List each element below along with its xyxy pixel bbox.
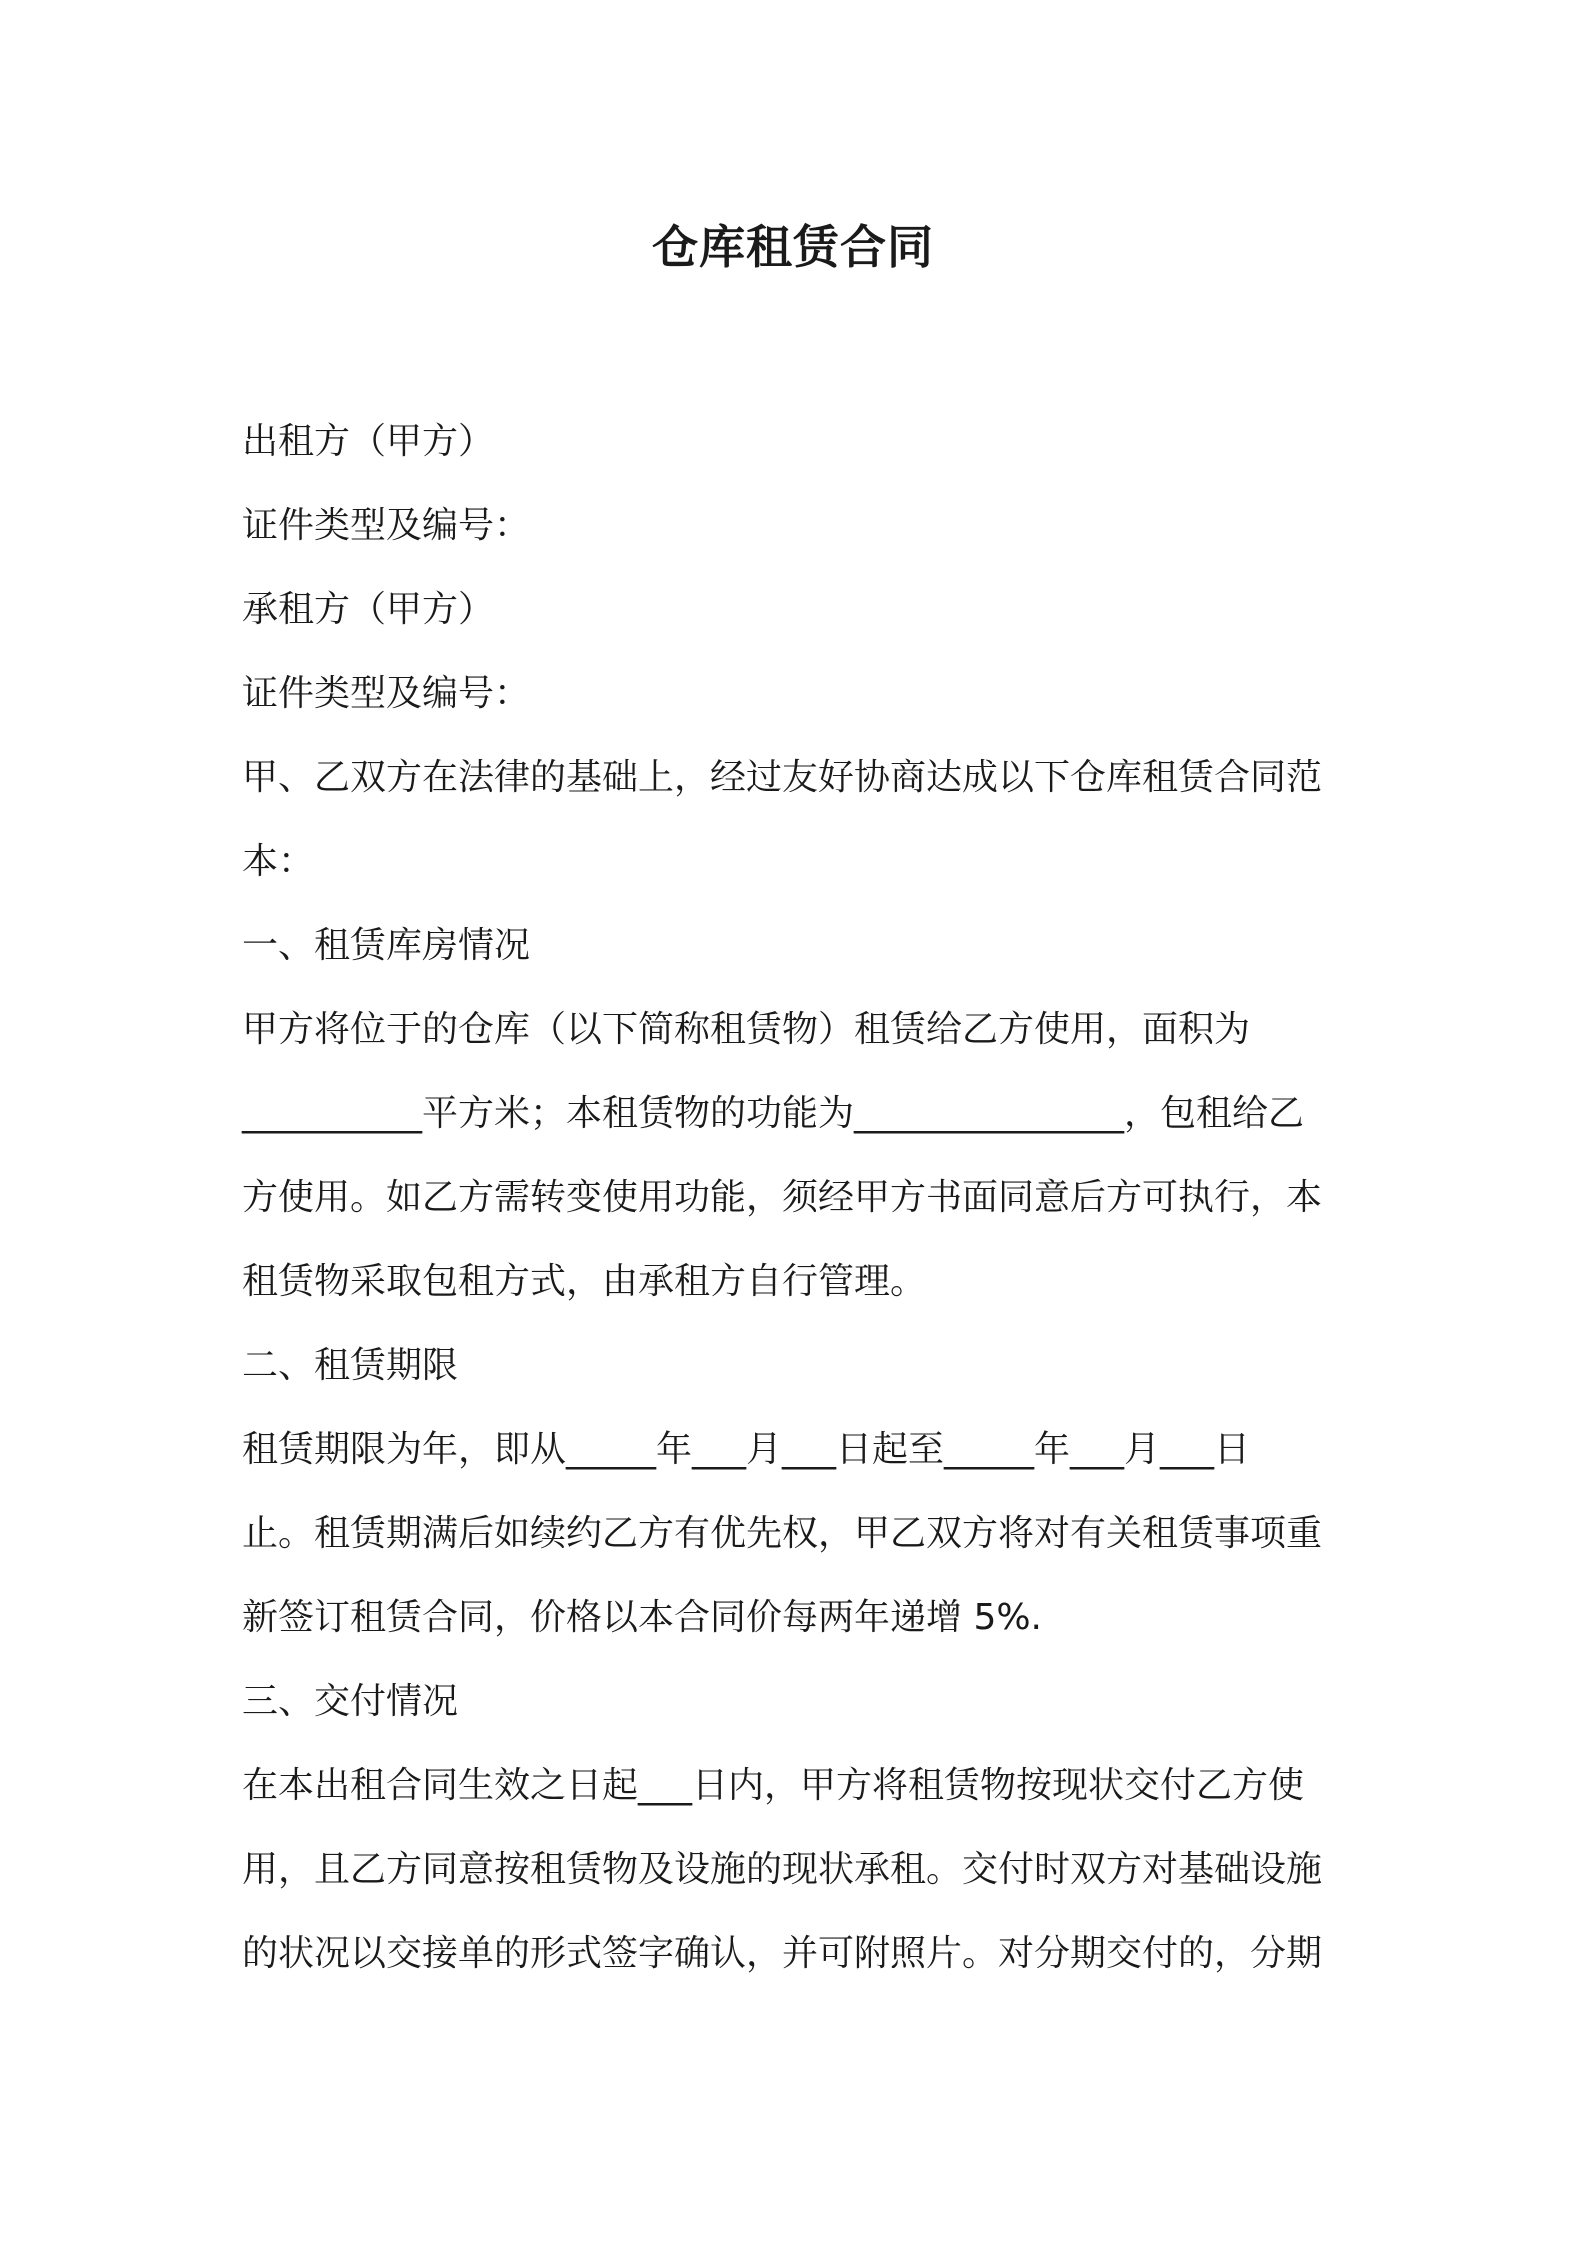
section-3-line: 的状况以交接单的形式签字确认，并可附照片。对分期交付的，分期 [242, 1933, 1323, 1974]
section-1-line: __________平方米；本租赁物的功能为_______________，包租给乙 [242, 1093, 1305, 1134]
section-heading-3: 三、交付情况 [242, 1681, 459, 1722]
party-b-id-label: 证件类型及编号： [242, 673, 531, 714]
section-heading-2: 二、租赁期限 [242, 1345, 459, 1386]
party-b-label: 承租方（甲方） [242, 589, 495, 630]
section-3-line: 在本出租合同生效之日起___日内，甲方将租赁物按现状交付乙方使 [242, 1765, 1305, 1806]
preamble-line: 甲、乙双方在法律的基础上，经过友好协商达成以下仓库租赁合同范 [242, 757, 1323, 798]
party-a-label: 出租方（甲方） [242, 421, 495, 462]
preamble-line: 本： [242, 841, 315, 882]
section-1-line: 租赁物采取包租方式，由承租方自行管理。 [242, 1261, 927, 1302]
section-1-line: 方使用。如乙方需转变使用功能，须经甲方书面同意后方可执行，本 [242, 1177, 1323, 1218]
section-heading-1: 一、租赁库房情况 [242, 925, 531, 966]
section-3-line: 用，且乙方同意按租赁物及设施的现状承租。交付时双方对基础设施 [242, 1849, 1323, 1890]
section-2-line: 租赁期限为年，即从_____年___月___日起至_____年___月___日 [242, 1429, 1251, 1470]
party-a-id-label: 证件类型及编号： [242, 505, 531, 546]
section-1-line: 甲方将位于的仓库（以下简称租赁物）租赁给乙方使用，面积为 [242, 1009, 1251, 1050]
section-2-line: 新签订租赁合同，价格以本合同价每两年递增 5%. [242, 1597, 1042, 1638]
document-body [242, 400, 1362, 1996]
section-2-line: 止。租赁期满后如续约乙方有优先权，甲乙双方将对有关租赁事项重 [242, 1513, 1323, 1554]
document-title: 仓库租赁合同 [652, 220, 934, 274]
